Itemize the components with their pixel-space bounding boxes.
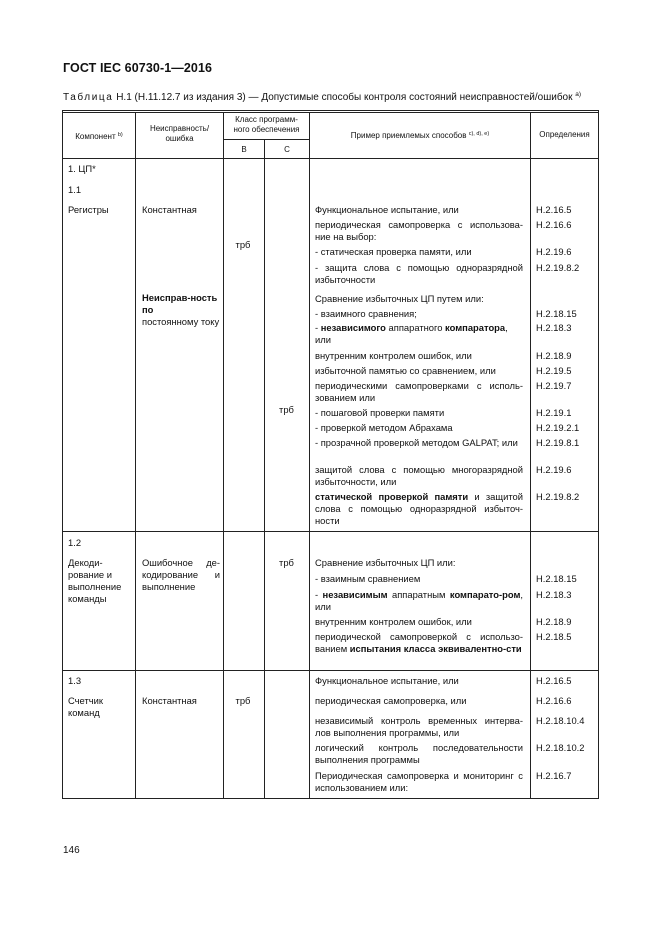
- definition-ref: H.2.18.10.4: [536, 715, 585, 726]
- class-c-cell: трб: [279, 557, 294, 568]
- method-text: внутренним контролем ошибок, или: [315, 350, 472, 361]
- rule: [223, 112, 224, 798]
- rule: [264, 139, 265, 798]
- method-text: - статическая проверка памяти, или: [315, 246, 472, 257]
- method-text: - защита слова с помощью одноразрядной избыточности: [315, 262, 523, 285]
- header-example: Пример приемлемых способов $^{c), d), e)}$: [350, 131, 490, 140]
- method-text: - прозрачной проверкой методом GALPAT; или: [315, 437, 518, 448]
- rule: [223, 139, 309, 140]
- class-b-cell: трб: [235, 239, 251, 250]
- rule: [62, 670, 599, 671]
- method-text: Периодическая самопроверка и мониторинг с использованием или:: [315, 770, 523, 793]
- method-text: избыточной памятью со сравнением, или: [315, 365, 496, 376]
- method-text: статической проверкой памяти и защитой слова с помощью одноразрядной избыточ-ности: [315, 491, 523, 526]
- document-title: ГОСТ IEC 60730-1—2016: [63, 61, 213, 75]
- rule: [62, 110, 63, 798]
- definition-ref: H.2.19.6: [536, 246, 572, 257]
- rule: [62, 531, 599, 532]
- fault-cell: Неисправ-ность по постоянному току: [142, 292, 220, 327]
- method-text: периодическими самопроверками с исполь-зованием или: [315, 380, 523, 403]
- header-class-c: C: [284, 145, 290, 154]
- component-cell: Регистры: [68, 204, 109, 215]
- definition-ref: H.2.16.7: [536, 770, 572, 781]
- header-fault: Неисправность/ ошибка: [149, 124, 210, 143]
- section-number: 1.1: [68, 184, 82, 195]
- class-c-cell: трб: [279, 404, 294, 415]
- method-text: периодической самопроверкой с использо-ванием испытания класса эквивалентно-сти: [315, 631, 523, 654]
- table-caption-text: (Н.11.12.7 из издания 3) — Допустимые способы контроля состояний неисправностей/ошибок: [131, 92, 576, 103]
- header-component: Компонент $^{b)}$: [75, 132, 123, 141]
- definition-ref: H.2.18.9: [536, 616, 572, 627]
- definition-ref: H.2.18.15: [536, 573, 577, 584]
- method-text: Функциональное испытание, или: [315, 675, 459, 686]
- section-number: 1.3: [68, 675, 82, 686]
- rule: [62, 110, 599, 111]
- definition-ref: H.2.19.8.2: [536, 262, 580, 273]
- method-text: - независимым аппаратным компарато-ром, или: [315, 589, 523, 612]
- method-text: - взаимного сравнения;: [315, 308, 417, 319]
- method-text: независимый контроль временных интерва-лов выполнения программы, или: [315, 715, 523, 738]
- header-class: Класс программ- ного обеспечения: [233, 115, 300, 134]
- definition-ref: H.2.19.2.1: [536, 422, 580, 433]
- rule: [598, 110, 599, 798]
- table-caption-label: Таблица: [63, 92, 114, 103]
- rule: [62, 798, 599, 799]
- definition-ref: H.2.19.1: [536, 407, 572, 418]
- definition-ref: H.2.18.3: [536, 322, 572, 333]
- definition-ref: H.2.19.8.2: [536, 491, 580, 502]
- rule: [309, 112, 310, 798]
- definition-ref: H.2.16.6: [536, 695, 572, 706]
- table-caption-number: Н.1: [116, 92, 132, 103]
- method-text: внутренним контролем ошибок, или: [315, 616, 472, 627]
- method-text: - взаимным сравнением: [315, 573, 421, 584]
- method-text: Сравнение избыточных ЦП или:: [315, 557, 456, 568]
- section-number: 1.2: [68, 537, 82, 548]
- definition-ref: H.2.19.5: [536, 365, 572, 376]
- section-cpu: 1. ЦП*: [68, 163, 96, 174]
- definition-ref: H.2.18.5: [536, 631, 572, 642]
- header-class-b: B: [241, 145, 247, 154]
- table-caption: [63, 91, 581, 103]
- definition-ref: H.2.18.10.2: [536, 742, 585, 753]
- method-text: Сравнение избыточных ЦП путем или:: [315, 293, 484, 304]
- method-text: - проверкой методом Абрахама: [315, 422, 453, 433]
- method-text: логический контроль последовательности выполнения программы: [315, 742, 523, 765]
- definition-ref: H.2.18.3: [536, 589, 572, 600]
- definition-ref: H.2.19.8.1: [536, 437, 580, 448]
- definition-ref: H.2.18.15: [536, 308, 577, 319]
- definition-ref: H.2.19.6: [536, 464, 572, 475]
- definition-ref: H.2.16.5: [536, 204, 572, 215]
- definition-ref: H.2.16.6: [536, 219, 572, 230]
- rule: [135, 112, 136, 798]
- method-text: - пошаговой проверки памяти: [315, 407, 445, 418]
- rule: [530, 112, 531, 798]
- method-text: - независимого аппаратного компаратора, или: [315, 322, 508, 345]
- component-cell: Декоди-рование и выполнение команды: [68, 557, 122, 604]
- fault-cell: Константная: [142, 695, 197, 706]
- definition-ref: H.2.16.5: [536, 675, 572, 686]
- rule: [62, 158, 599, 159]
- definition-ref: H.2.18.9: [536, 350, 572, 361]
- header-definitions: Определения: [539, 130, 590, 139]
- fault-cell: Константная: [142, 204, 197, 215]
- method-text: Функциональное испытание, или: [315, 204, 459, 215]
- fault-cell: Ошибочное де-кодирование и выполнение: [142, 557, 220, 592]
- page-number: 146: [63, 845, 80, 856]
- definition-ref: H.2.19.7: [536, 380, 572, 391]
- component-cell: Счетчик команд: [68, 695, 103, 718]
- method-text: защитой слова с помощью многоразрядной избыточности, или: [315, 464, 523, 487]
- rule: [62, 112, 599, 113]
- method-text: периодическая самопроверка, или: [315, 695, 467, 706]
- table-caption-note: a): [575, 91, 582, 98]
- method-text: периодическая самопроверка с использова-ние на выбор:: [315, 219, 523, 242]
- class-b-cell: трб: [235, 695, 251, 706]
